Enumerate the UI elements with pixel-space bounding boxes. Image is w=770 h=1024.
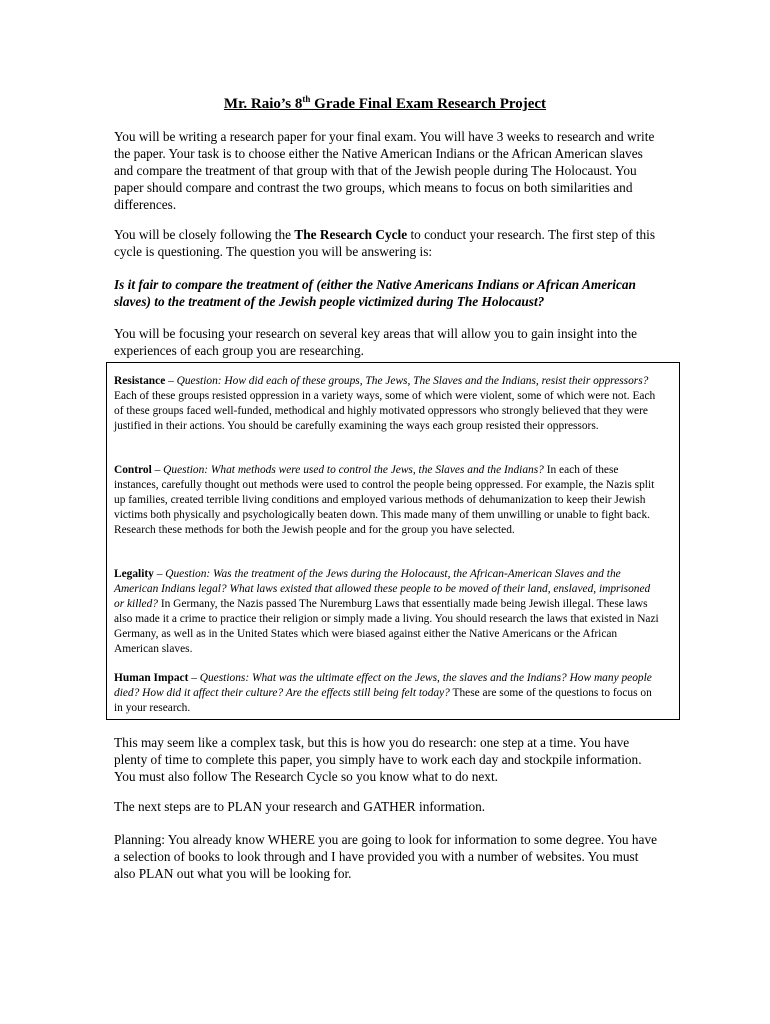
- area-control: [114, 463, 662, 538]
- cycle-text-after: to conduct your research. The first step of this cycle is questioning. The question you will be answering is:: [114, 227, 656, 259]
- area-body: These are some of the questions to focus on in your research.: [114, 687, 652, 714]
- research-cycle-paragraph: [114, 226, 662, 260]
- area-term: Control: [114, 464, 152, 476]
- area-body: In each of these instances, carefully thought out methods were used to control the people being oppressed. For example, the Nazis split up families, created terrible living conditions and employed various methods of dehumanization to keep their Jewish victims both physically and psychologically beaten down. This made many of them unwilling or unable to fight back. Research these methods for both the Jewish people and for the group you have selected.: [114, 464, 655, 536]
- area-human-impact: [114, 671, 662, 716]
- key-areas-box: [106, 362, 680, 720]
- area-dash: –: [188, 672, 200, 684]
- area-term: Legality: [114, 568, 154, 580]
- next-steps-paragraph: The next steps are to PLAN your research and GATHER information.: [114, 799, 486, 814]
- area-question: Question: What methods were used to control the Jews, the Slaves and the Indians?: [163, 464, 544, 476]
- title-suffix: Grade Final Exam Research Project: [310, 96, 547, 112]
- cycle-text-before: You will be closely following the: [114, 227, 295, 242]
- area-legality: [114, 567, 662, 657]
- area-dash: –: [153, 568, 166, 580]
- research-question: Is it fair to compare the treatment of (either the Native Americans Indians or African American slaves) to the treatment of the Jewish people victimized during The Holocaust?: [114, 277, 636, 309]
- area-question: Questions: What was the ultimate effect on the Jews, the slaves and the Indians? How many people died? How did it affect their culture? Are the effects still being felt today?: [114, 672, 652, 699]
- area-dash: –: [151, 464, 164, 476]
- intro-paragraph: You will be writing a research paper for your final exam. You will have 3 weeks to research and write the paper. Your task is to choose either the Native American Indians or the African American slaves and compare the treatment of that group with that of the Jewish people during The Holocaust. You paper should compare and contrast the two groups, which means to focus on both similarities and differences.: [114, 129, 655, 212]
- planning-paragraph: Planning: You already know WHERE you are going to look for information to some degree. You have a selection of books to look through and I have provided you with a number of websites. You must also PLAN out what you will be looking for.: [114, 832, 658, 881]
- area-question: Question: How did each of these groups, The Jews, The Slaves and the Indians, resist their oppressors?: [176, 375, 649, 387]
- title-superscript: th: [302, 94, 311, 104]
- area-resistance: [114, 374, 662, 434]
- page-title: [0, 94, 770, 114]
- title-prefix: Mr. Raio’s 8: [223, 96, 303, 112]
- area-body: Each of these groups resisted oppression in a variety ways, some of which were violent, some of which were not. Each of these groups faced well-funded, methodical and highly motivated oppressors who strongly believed that they were justified in their actions. You should be carefully examining the ways each group resisted their oppressors.: [114, 390, 656, 432]
- area-body: In Germany, the Nazis passed The Nuremburg Laws that essentially made being Jewish illegal. These laws also made it a crime to practice their religion or simply made a living. You should research the laws that existed in Nazi Germany, as well as in the United States which were biased against either the Native Americans or the African American slaves.: [114, 598, 659, 655]
- area-question: Question: Was the treatment of the Jews during the Holocaust, the African-American Slaves and the American Indians legal? What laws existed that allowed these people to be moved of their land, enslaved, imprisoned or killed?: [114, 568, 651, 610]
- focus-paragraph: You will be focusing your research on several key areas that will allow you to gain insight into the experiences of each group you are researching.: [114, 326, 638, 358]
- area-dash: –: [165, 375, 177, 387]
- area-term: Human Impact: [114, 672, 189, 684]
- area-term: Resistance: [114, 375, 166, 387]
- complex-task-paragraph: This may seem like a complex task, but this is how you do research: one step at a time. You have plenty of time to complete this paper, you simply have to work each day and stockpile information. You must also follow The Research Cycle so you know what to do next.: [114, 735, 642, 784]
- research-cycle-term: The Research Cycle: [294, 227, 408, 242]
